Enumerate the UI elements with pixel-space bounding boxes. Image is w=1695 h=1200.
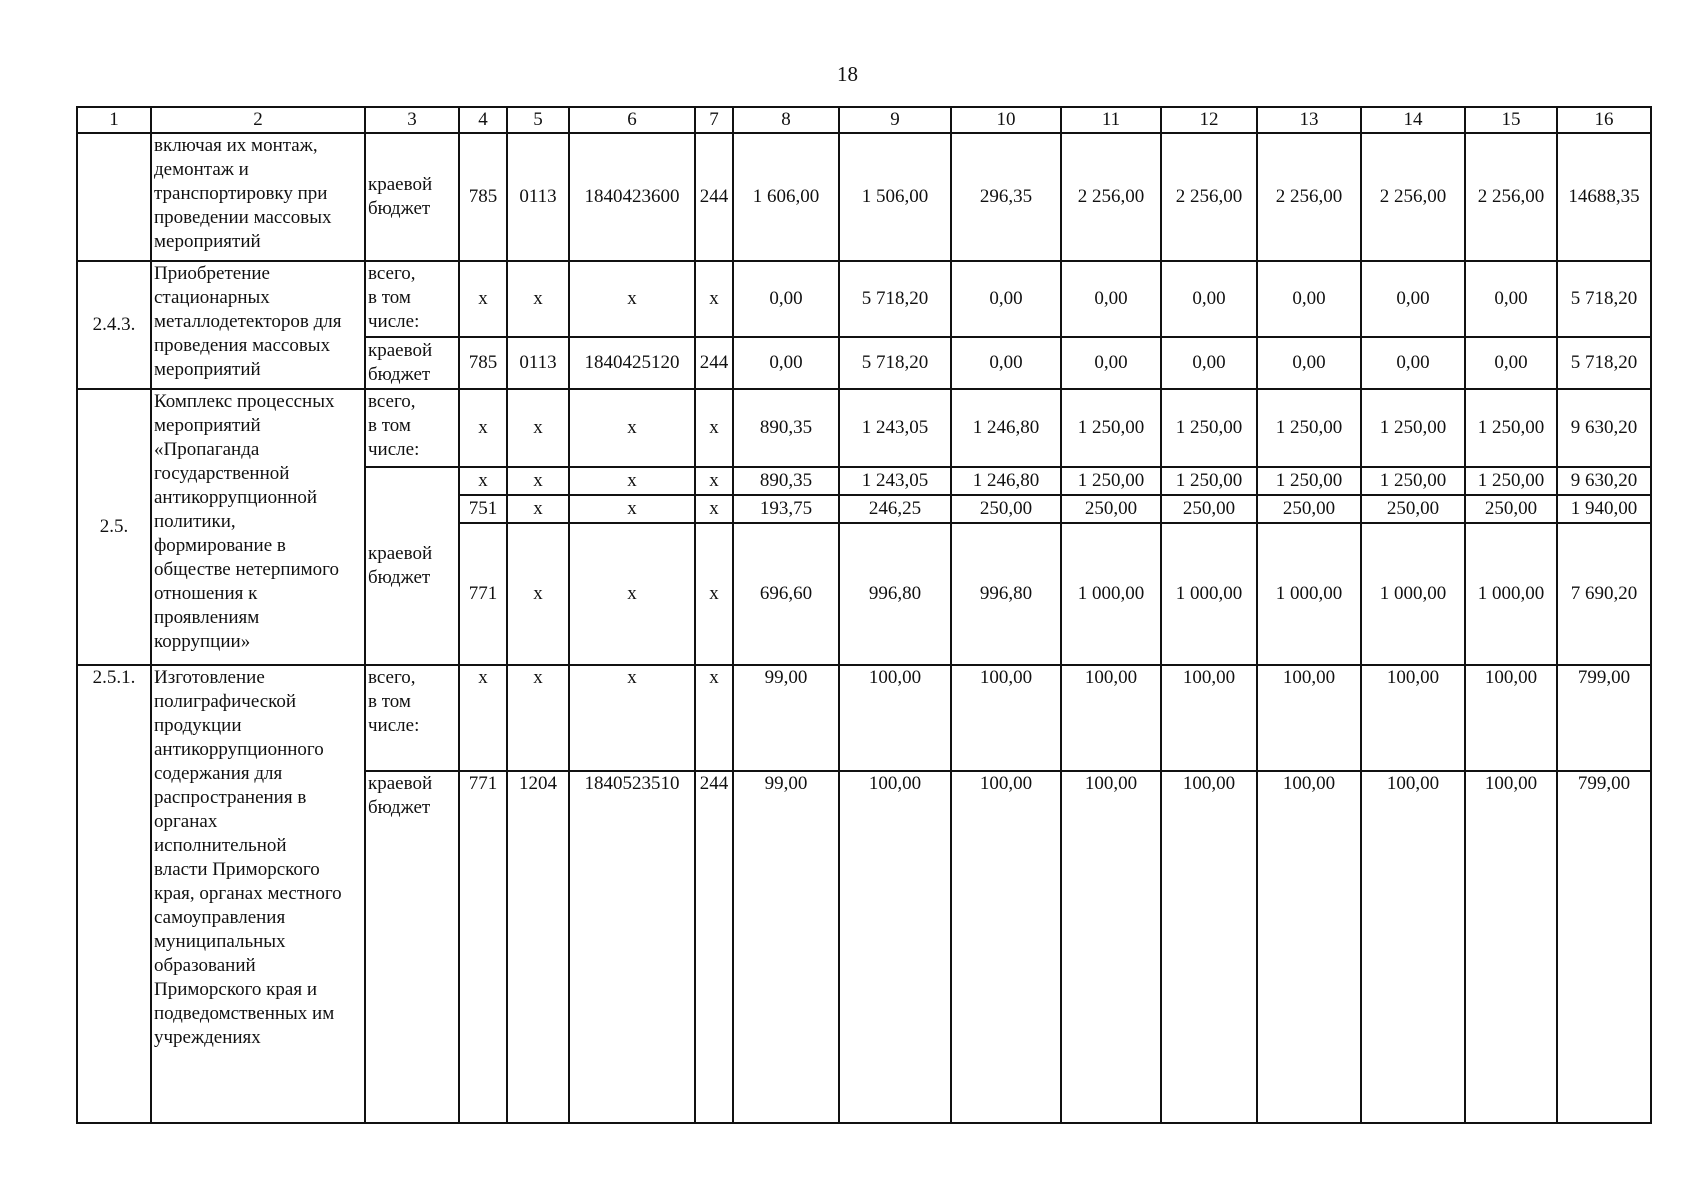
table-cell: 250,00	[1361, 495, 1465, 523]
table-cell: 890,35	[733, 389, 839, 467]
table-row	[77, 665, 1651, 771]
item-name-cell: Изготовление полиграфической продукции антикоррупционного содержания для распространения в органах исполнительной власти Приморского края, органах местного самоуправления муниципальных образований Приморского края и подведомственных им учреждениях	[151, 665, 365, 1123]
table-cell: 1 250,00	[1257, 389, 1361, 467]
table-cell: 0,00	[1257, 261, 1361, 337]
table-cell: 0,00	[1257, 337, 1361, 389]
table-cell: x	[695, 261, 733, 337]
table-cell: 1 250,00	[1161, 467, 1257, 495]
table-cell: 0113	[507, 337, 569, 389]
table-cell: 5 718,20	[839, 337, 951, 389]
table-cell: 193,75	[733, 495, 839, 523]
table-cell: 1 243,05	[839, 389, 951, 467]
table-cell: 1 940,00	[1557, 495, 1651, 523]
column-header-10: 10	[951, 107, 1061, 133]
table-cell: 785	[459, 133, 507, 261]
table-cell: 1 243,05	[839, 467, 951, 495]
table-cell: 1 250,00	[1061, 467, 1161, 495]
table-cell: 100,00	[1465, 771, 1557, 1123]
table-cell: 1 250,00	[1465, 467, 1557, 495]
table-cell: x	[695, 523, 733, 665]
table-cell: 100,00	[839, 771, 951, 1123]
funding-source-cell: всего, в том числе:	[365, 261, 459, 337]
table-cell: 100,00	[1465, 665, 1557, 771]
table-cell: 771	[459, 523, 507, 665]
table-cell: x	[459, 665, 507, 771]
table-cell: 100,00	[1061, 665, 1161, 771]
table-cell: 1 250,00	[1061, 389, 1161, 467]
column-header-6: 6	[569, 107, 695, 133]
table-cell: 100,00	[1161, 771, 1257, 1123]
table-cell: 5 718,20	[1557, 261, 1651, 337]
table-cell: 246,25	[839, 495, 951, 523]
table-cell: 9 630,20	[1557, 467, 1651, 495]
column-header-8: 8	[733, 107, 839, 133]
table-cell: 250,00	[1257, 495, 1361, 523]
table-cell: 100,00	[1361, 665, 1465, 771]
table-cell: 0,00	[1161, 261, 1257, 337]
table-cell: x	[507, 665, 569, 771]
table-cell: 1 000,00	[1465, 523, 1557, 665]
table-cell: 1 250,00	[1361, 389, 1465, 467]
table-cell: 100,00	[1257, 665, 1361, 771]
column-header-16: 16	[1557, 107, 1651, 133]
table-cell: x	[459, 389, 507, 467]
column-header-13: 13	[1257, 107, 1361, 133]
column-header-15: 15	[1465, 107, 1557, 133]
table-cell: x	[569, 665, 695, 771]
table-cell: x	[569, 523, 695, 665]
table-cell: 785	[459, 337, 507, 389]
table-cell: x	[569, 467, 695, 495]
table-cell: 14688,35	[1557, 133, 1651, 261]
row-number-cell: 2.5.1.	[77, 665, 151, 1123]
table-cell: 751	[459, 495, 507, 523]
table-cell: 100,00	[1257, 771, 1361, 1123]
table-cell: 1840523510	[569, 771, 695, 1123]
table-cell: 0,00	[733, 337, 839, 389]
row-number-cell: 2.4.3.	[77, 261, 151, 389]
table-cell: 696,60	[733, 523, 839, 665]
funding-source-cell: всего, в том числе:	[365, 389, 459, 467]
table-cell: x	[507, 389, 569, 467]
table-cell: 1 000,00	[1257, 523, 1361, 665]
funding-source-cell: краевой бюджет	[365, 133, 459, 261]
table-cell: 250,00	[951, 495, 1061, 523]
table-cell: 244	[695, 337, 733, 389]
column-header-1: 1	[77, 107, 151, 133]
table-cell: 1 250,00	[1361, 467, 1465, 495]
table-cell: 1840423600	[569, 133, 695, 261]
table-cell: 996,80	[951, 523, 1061, 665]
table-cell: x	[695, 665, 733, 771]
table-cell: 0,00	[733, 261, 839, 337]
item-name-cell: Приобретение стационарных металлодетекторов для проведения массовых мероприятий	[151, 261, 365, 389]
table-cell: 0,00	[1465, 261, 1557, 337]
table-cell: 244	[695, 771, 733, 1123]
column-header-7: 7	[695, 107, 733, 133]
table-cell: 2 256,00	[1061, 133, 1161, 261]
table-cell: x	[507, 261, 569, 337]
column-header-2: 2	[151, 107, 365, 133]
table-cell: 1 246,80	[951, 389, 1061, 467]
table-cell: x	[507, 523, 569, 665]
table-cell: x	[507, 467, 569, 495]
table-cell: 0,00	[1361, 337, 1465, 389]
table-cell: 250,00	[1061, 495, 1161, 523]
funding-source-cell: краевой бюджет	[365, 467, 459, 665]
row-number-cell	[77, 133, 151, 261]
table-cell: 100,00	[839, 665, 951, 771]
table-cell: 100,00	[1161, 665, 1257, 771]
row-number-cell: 2.5.	[77, 389, 151, 665]
table-cell: 100,00	[1361, 771, 1465, 1123]
table-cell: 250,00	[1161, 495, 1257, 523]
table-cell: 7 690,20	[1557, 523, 1651, 665]
table-cell: x	[695, 495, 733, 523]
table-cell: 0,00	[1465, 337, 1557, 389]
table-cell: 2 256,00	[1465, 133, 1557, 261]
table-cell: x	[507, 495, 569, 523]
table-cell: 250,00	[1465, 495, 1557, 523]
table-row	[77, 133, 1651, 261]
table-cell: x	[459, 261, 507, 337]
column-header-9: 9	[839, 107, 951, 133]
table-cell: 1 000,00	[1061, 523, 1161, 665]
table-cell: x	[569, 389, 695, 467]
column-header-3: 3	[365, 107, 459, 133]
table-cell: 1 250,00	[1257, 467, 1361, 495]
table-cell: 0,00	[951, 261, 1061, 337]
table-cell: 1 000,00	[1161, 523, 1257, 665]
funding-source-cell: краевой бюджет	[365, 771, 459, 1123]
table-cell: 100,00	[1061, 771, 1161, 1123]
item-name-cell: Комплекс процессных мероприятий «Пропаганда государственной антикоррупционной политики, формирование в обществе нетерпимого отношения к проявлениям коррупции»	[151, 389, 365, 665]
table-cell: 5 718,20	[1557, 337, 1651, 389]
table-cell: 100,00	[951, 771, 1061, 1123]
table-cell: 0,00	[1061, 337, 1161, 389]
table-cell: 100,00	[951, 665, 1061, 771]
funding-source-cell: всего, в том числе:	[365, 665, 459, 771]
table-cell: 1 250,00	[1161, 389, 1257, 467]
table-cell: 2 256,00	[1257, 133, 1361, 261]
column-header-5: 5	[507, 107, 569, 133]
table-cell: 1 246,80	[951, 467, 1061, 495]
column-header-14: 14	[1361, 107, 1465, 133]
table-cell: 771	[459, 771, 507, 1123]
budget-table	[76, 106, 1652, 1124]
table-cell: x	[459, 467, 507, 495]
table-cell: 2 256,00	[1361, 133, 1465, 261]
table-cell: 996,80	[839, 523, 951, 665]
column-header-11: 11	[1061, 107, 1161, 133]
column-header-4: 4	[459, 107, 507, 133]
table-cell: 2 256,00	[1161, 133, 1257, 261]
table-cell: 296,35	[951, 133, 1061, 261]
table-cell: 799,00	[1557, 771, 1651, 1123]
table-cell: 5 718,20	[839, 261, 951, 337]
table-cell: 0,00	[951, 337, 1061, 389]
table-cell: 1 250,00	[1465, 389, 1557, 467]
table-cell: 890,35	[733, 467, 839, 495]
item-name-cell: включая их монтаж, демонтаж и транспортировку при проведении массовых мероприятий	[151, 133, 365, 261]
table-row	[77, 389, 1651, 467]
table-cell: 1 506,00	[839, 133, 951, 261]
table-cell: 0113	[507, 133, 569, 261]
table-cell: 799,00	[1557, 665, 1651, 771]
funding-source-cell: краевой бюджет	[365, 337, 459, 389]
page-number: 18	[837, 62, 858, 86]
table-cell: 9 630,20	[1557, 389, 1651, 467]
table-cell: 244	[695, 133, 733, 261]
table-cell: 0,00	[1361, 261, 1465, 337]
table-cell: 0,00	[1161, 337, 1257, 389]
table-cell: 1 000,00	[1361, 523, 1465, 665]
table-cell: x	[569, 261, 695, 337]
column-header-12: 12	[1161, 107, 1257, 133]
table-cell: 0,00	[1061, 261, 1161, 337]
table-cell: 1840425120	[569, 337, 695, 389]
table-cell: x	[695, 389, 733, 467]
table-cell: 1204	[507, 771, 569, 1123]
table-cell: 1 606,00	[733, 133, 839, 261]
table-cell: x	[695, 467, 733, 495]
table-cell: 99,00	[733, 665, 839, 771]
table-row	[77, 261, 1651, 337]
table-cell: 99,00	[733, 771, 839, 1123]
header-row	[77, 107, 1651, 133]
table-cell: x	[569, 495, 695, 523]
